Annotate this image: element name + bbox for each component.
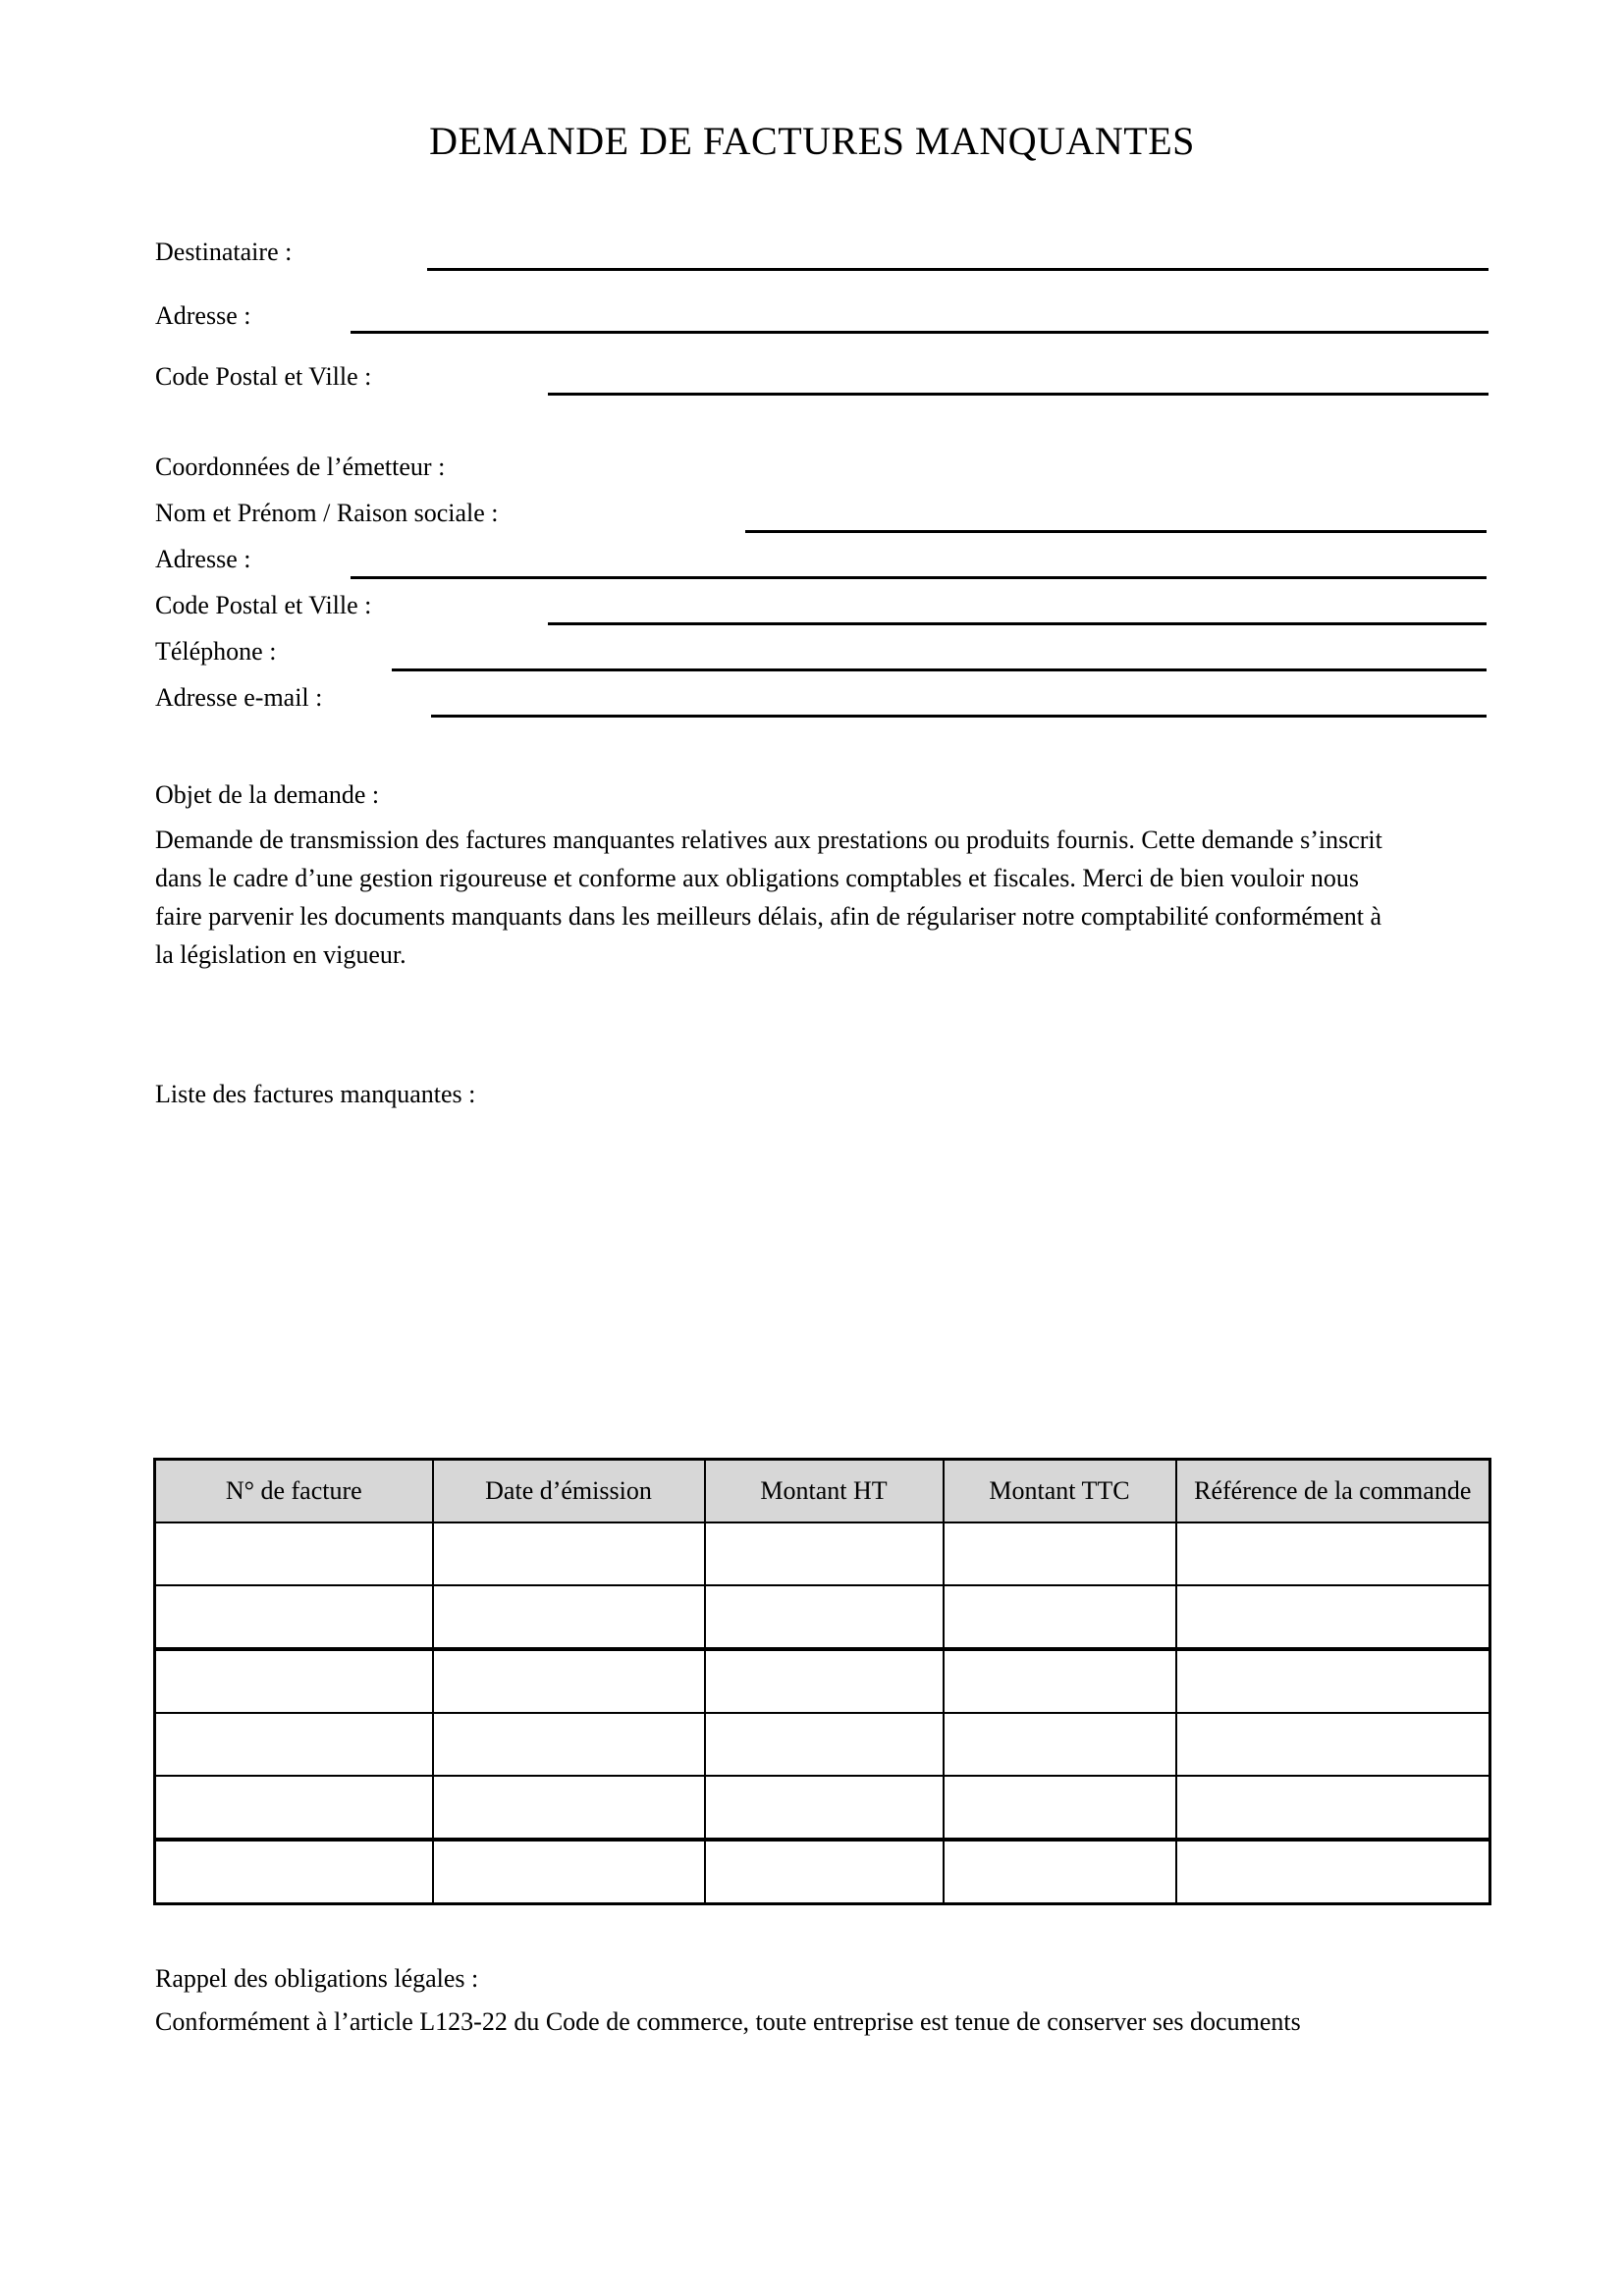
- objet-heading: Objet de la demande :: [155, 780, 380, 809]
- recipient-adresse-label: Adresse :: [155, 301, 251, 330]
- sender-heading: Coordonnées de l’émetteur :: [155, 453, 446, 481]
- table-cell: [1176, 1649, 1490, 1713]
- table-cell: [944, 1522, 1176, 1585]
- legal-body: Conformément à l’article L123-22 du Code de commerce, toute entreprise est tenue de conserver ses documents: [155, 2007, 1301, 2036]
- recipient-code-postal-fill-line: [548, 393, 1489, 396]
- table-row: [155, 1585, 1490, 1649]
- sender-nom-label: Nom et Prénom / Raison sociale :: [155, 499, 499, 527]
- table-cell: [433, 1649, 705, 1713]
- objet-paragraph-line: dans le cadre d’une gestion rigoureuse et conforme aux obligations comptables et fiscales. Merci de bien vouloir nous: [155, 864, 1359, 892]
- recipient-code-postal-label: Code Postal et Ville :: [155, 362, 372, 391]
- table-row: [155, 1522, 1490, 1585]
- table-cell: [433, 1840, 705, 1904]
- table-cell: [1176, 1522, 1490, 1585]
- table-cell: [944, 1649, 1176, 1713]
- document-title: DEMANDE DE FACTURES MANQUANTES: [429, 119, 1195, 163]
- table-cell: [1176, 1776, 1490, 1840]
- sender-telephone-label: Téléphone :: [155, 637, 277, 666]
- table-cell: [155, 1840, 433, 1904]
- table-cell: [433, 1713, 705, 1776]
- table-cell: [155, 1522, 433, 1585]
- table-cell: [944, 1713, 1176, 1776]
- column-header-date-emission: Date d’émission: [433, 1460, 705, 1523]
- objet-paragraph-line: Demande de transmission des factures manquantes relatives aux prestations ou produits fournis. Cette demande s’inscrit: [155, 826, 1382, 854]
- sender-adresse-fill-line: [351, 576, 1487, 579]
- table-row: [155, 1776, 1490, 1840]
- table-cell: [705, 1776, 944, 1840]
- table-cell: [944, 1776, 1176, 1840]
- table-row: [155, 1713, 1490, 1776]
- column-header-numero: N° de facture: [155, 1460, 433, 1523]
- invoice-table-body: [155, 1522, 1490, 1904]
- column-header-reference-commande: Référence de la commande: [1176, 1460, 1490, 1523]
- table-cell: [155, 1585, 433, 1649]
- table-cell: [433, 1522, 705, 1585]
- sender-adresse-label: Adresse :: [155, 545, 251, 573]
- recipient-adresse-fill-line: [351, 331, 1489, 334]
- table-cell: [155, 1713, 433, 1776]
- table-cell: [433, 1585, 705, 1649]
- invoice-table: [153, 1458, 1491, 1905]
- table-cell: [1176, 1713, 1490, 1776]
- liste-heading: Liste des factures manquantes :: [155, 1080, 476, 1108]
- table-cell: [1176, 1585, 1490, 1649]
- sender-telephone-fill-line: [392, 668, 1487, 671]
- table-cell: [705, 1840, 944, 1904]
- table-cell: [944, 1585, 1176, 1649]
- table-cell: [705, 1713, 944, 1776]
- table-cell: [433, 1776, 705, 1840]
- sender-email-fill-line: [431, 715, 1487, 718]
- table-cell: [705, 1585, 944, 1649]
- destinataire-label: Destinataire :: [155, 238, 293, 266]
- sender-email-label: Adresse e-mail :: [155, 683, 323, 712]
- table-cell: [705, 1522, 944, 1585]
- table-header-row: [155, 1460, 1490, 1523]
- objet-paragraph-line: la législation en vigueur.: [155, 940, 406, 969]
- table-cell: [705, 1649, 944, 1713]
- column-header-montant-ttc: Montant TTC: [944, 1460, 1176, 1523]
- table-cell: [1176, 1840, 1490, 1904]
- objet-paragraph: [155, 821, 1382, 974]
- table-row: [155, 1649, 1490, 1713]
- table-cell: [155, 1649, 433, 1713]
- sender-code-postal-fill-line: [548, 622, 1487, 625]
- column-header-montant-ht: Montant HT: [705, 1460, 944, 1523]
- objet-paragraph-line: faire parvenir les documents manquants dans les meilleurs délais, afin de régulariser notre comptabilité conformément à: [155, 902, 1382, 931]
- sender-nom-fill-line: [745, 530, 1487, 533]
- table-row: [155, 1840, 1490, 1904]
- destinataire-fill-line: [427, 268, 1489, 271]
- table-cell: [155, 1776, 433, 1840]
- sender-code-postal-label: Code Postal et Ville :: [155, 591, 372, 619]
- table-cell: [944, 1840, 1176, 1904]
- legal-heading: Rappel des obligations légales :: [155, 1964, 479, 1993]
